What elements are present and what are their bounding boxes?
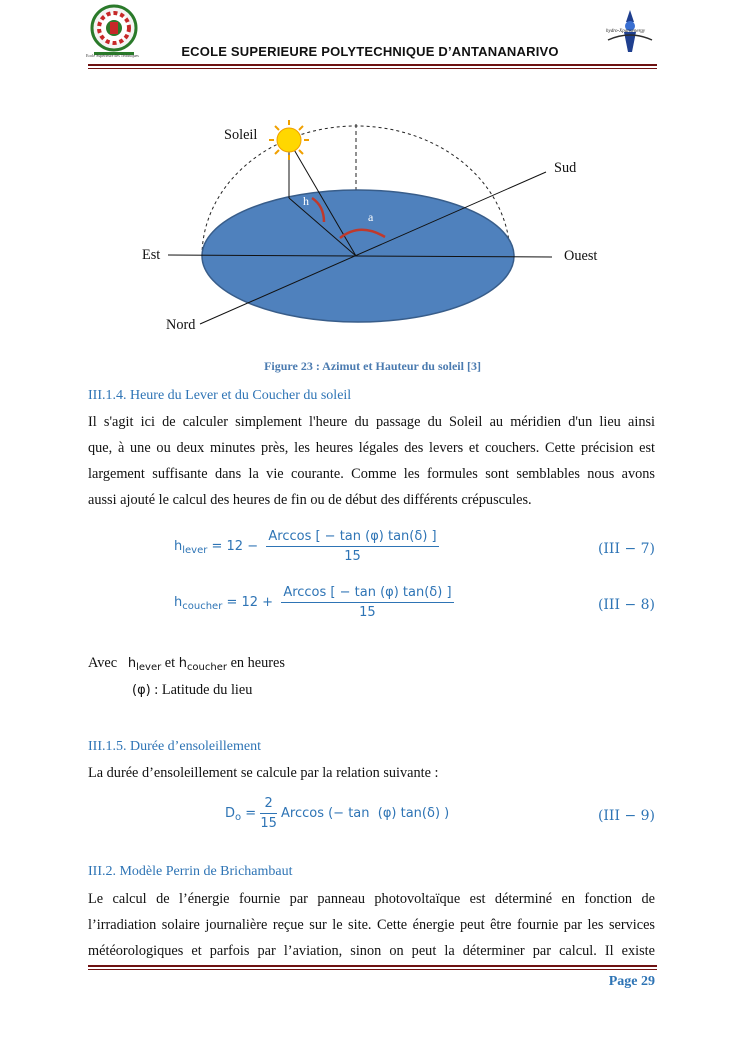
header-rule-thick <box>88 64 657 66</box>
paragraph-line: Il s'agit ici de calculer simplement l'heure du passage du Soleil au méridien d'un lieu ainsi <box>88 414 655 430</box>
eq-var: D <box>225 806 236 821</box>
eq-subscript: lever <box>136 662 162 673</box>
eq-operator: = 12 + <box>222 595 278 610</box>
eq-fraction <box>260 796 277 831</box>
eq-rest: Arccos (− tan (φ) tan(δ) ) <box>276 806 450 821</box>
section-heading-lever-coucher: III.1.4. Heure du Lever et du Coucher du soleil <box>88 388 352 403</box>
footer-rule-thin <box>88 969 657 970</box>
phi-description: : Latitude du lieu <box>150 682 253 698</box>
paragraph-line: aussi ajouté le calcul des heures de fin ou de début des différents crépuscules. <box>88 492 532 508</box>
paragraph-lever-coucher <box>88 409 655 513</box>
eq-numerator: 2 <box>260 796 277 814</box>
avec-word: Avec <box>88 655 118 671</box>
label-soleil: Soleil <box>224 127 258 143</box>
school-logo-caption: Ecole Supérieure des Techniques <box>86 53 139 58</box>
sun-position-figure <box>130 110 610 340</box>
paragraph-line: largement suffisante dans la vie courante. Comme les formules sont semblables nous avons <box>88 466 655 482</box>
label-sud: Sud <box>554 160 577 176</box>
school-logo <box>88 4 140 60</box>
equation-number-7: (III − 7) <box>597 541 655 557</box>
footer-rule-thick <box>88 965 657 967</box>
eq-fraction <box>281 585 453 620</box>
avec-rest: en heures <box>227 655 285 671</box>
eq-subscript: lever <box>182 545 208 556</box>
label-est: Est <box>142 247 161 263</box>
page-number: Page 29 <box>608 974 655 989</box>
eq-operator: = 12 − <box>207 539 263 554</box>
section-heading-ensoleillement: III.1.5. Durée d’ensoleillement <box>88 739 261 754</box>
equation-h-lever <box>174 529 439 564</box>
page-header-title: ECOLE SUPERIEURE POLYTECHNIQUE D’ANTANANARIVO <box>181 44 559 59</box>
eq-denominator: 15 <box>344 549 361 564</box>
eq-fraction <box>266 529 438 564</box>
label-ouest: Ouest <box>564 248 598 264</box>
paragraph-line: Le calcul de l’énergie fournie par panneau photovoltaïque est déterminé en fonction de <box>88 891 655 907</box>
eq-denominator: 15 <box>359 605 376 620</box>
paragraph-ensoleillement: La durée d’ensoleillement se calcule par la relation suivante : <box>88 765 439 781</box>
label-nord: Nord <box>166 317 196 333</box>
eq-subscript: o <box>235 812 242 823</box>
eq-var: h <box>174 595 183 610</box>
phi-symbol: (φ) <box>132 683 151 698</box>
equation-number-8: (III − 8) <box>597 597 655 613</box>
eq-denominator: 15 <box>260 816 277 831</box>
equation-duree <box>225 796 449 831</box>
header-rule-thin <box>88 68 657 69</box>
label-h: h <box>303 194 309 208</box>
figure-caption: Figure 23 : Azimut et Hauteur du soleil [3] <box>264 359 481 373</box>
paragraph-line: l’irradiation solaire journalière reçue sur le site. Cette énergie peut être fournie par les services <box>88 917 655 933</box>
eq-var: h <box>174 539 183 554</box>
avec-et: et <box>161 655 179 671</box>
paragraph-line: météorologiques et parfois par l’aviation, sinon on peut la déterminer par calcul. Il existe <box>88 943 655 959</box>
sun-position-diagram <box>130 110 610 340</box>
eq-operator: = <box>241 806 261 821</box>
paragraph-line: que, à une ou deux minutes près, les heures légales des levers et couchers. Cette précision est <box>88 440 655 456</box>
eq-subscript: coucher <box>182 601 223 612</box>
label-a: a <box>368 210 374 224</box>
paragraph-perrin <box>88 886 655 964</box>
equation-h-coucher <box>174 585 454 620</box>
avec-line <box>88 655 285 673</box>
eq-numerator: Arccos [ − tan (φ) tan(δ) ] <box>281 585 453 603</box>
equation-number-9: (III − 9) <box>597 808 655 824</box>
eq-subscript: coucher <box>186 662 227 673</box>
partner-logo-caption: hydro-Xpansenergy <box>606 29 646 34</box>
eq-var: h <box>178 656 187 671</box>
latitude-line <box>132 682 252 699</box>
section-heading-perrin: III.2. Modèle Perrin de Brichambaut <box>88 864 293 879</box>
eq-numerator: Arccos [ − tan (φ) tan(δ) ] <box>266 529 438 547</box>
eq-var: h <box>127 656 137 671</box>
